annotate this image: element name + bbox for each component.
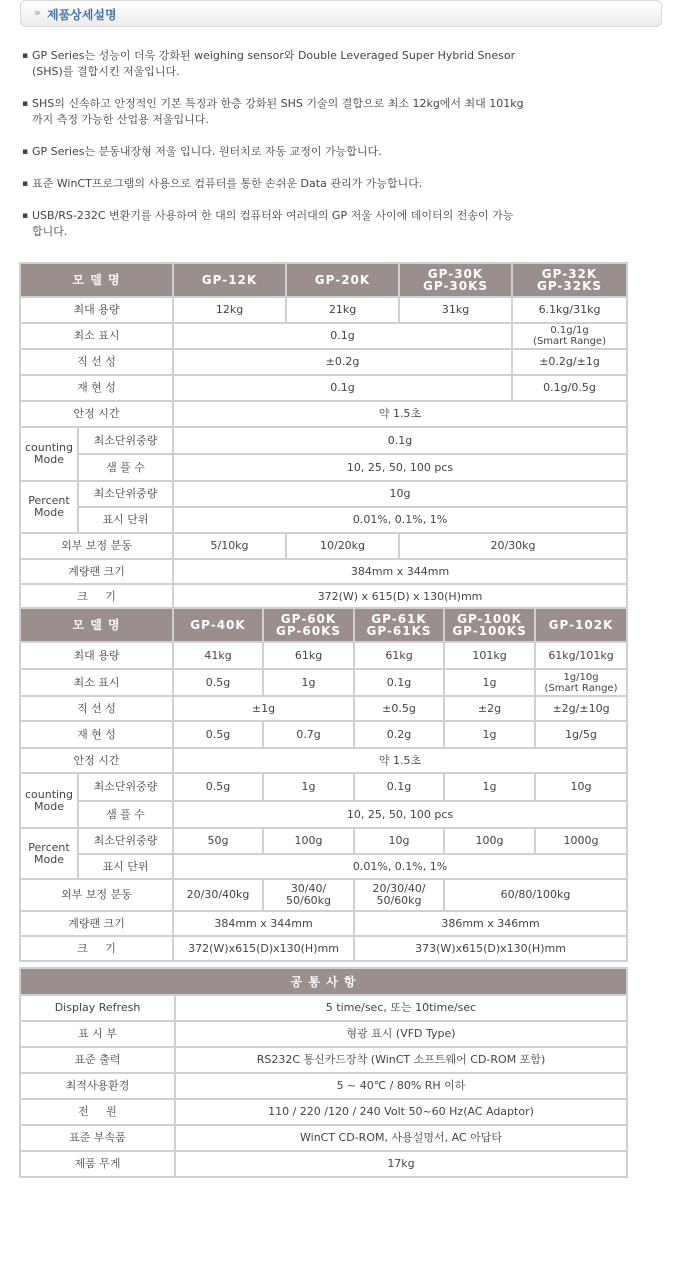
intro-item: ▪ 표준 WinCT프로그램의 사용으로 컴퓨터를 통한 손쉬운 Data 관리가 가능합니다. bbox=[22, 176, 592, 192]
intro-list bbox=[22, 48, 592, 256]
table-cell: 0.1g bbox=[173, 375, 512, 401]
table-cell: 약 1.5초 bbox=[173, 748, 627, 773]
row-label: 직 선 성 bbox=[20, 696, 173, 721]
table-row bbox=[20, 427, 627, 454]
table-cell: 110 / 220 /120 / 240 Volt 50~60 Hz(AC Adaptor) bbox=[175, 1099, 627, 1125]
table-row bbox=[20, 854, 627, 879]
table-cell: ±0.5g bbox=[354, 696, 444, 721]
model-cell: GP-102K bbox=[535, 608, 627, 642]
table-cell: 0.1g bbox=[354, 669, 444, 696]
table-cell: 10, 25, 50, 100 pcs bbox=[173, 454, 627, 481]
row-label: 표 시 부 bbox=[20, 1021, 175, 1047]
row-label: 표준 출력 bbox=[20, 1047, 175, 1073]
table-cell: 20/30kg bbox=[399, 533, 627, 559]
row-label: 계량팬 크기 bbox=[20, 559, 173, 584]
table-row bbox=[20, 349, 627, 375]
table-cell: WinCT CD-ROM, 사용설명서, AC 아답타 bbox=[175, 1125, 627, 1151]
model-header: 모 델 명 bbox=[20, 263, 173, 297]
intro-item: ▪ SHS의 신속하고 안정적인 기본 특징과 한층 강화된 SHS 기술의 결합으로 최소 12kg에서 최대 101kg 까지 측정 가능한 산업용 저울입니다. bbox=[22, 96, 592, 128]
row-label: 크 기 bbox=[20, 584, 173, 609]
table-cell: 60/80/100kg bbox=[444, 879, 627, 911]
row-label: 재 현 성 bbox=[20, 375, 173, 401]
row-label: 안정 시간 bbox=[20, 748, 173, 773]
model-cell: GP-100K GP-100KS bbox=[444, 608, 535, 642]
table-cell: 61kg bbox=[263, 642, 354, 669]
table-row bbox=[20, 911, 627, 936]
table-row bbox=[20, 968, 627, 995]
table-row bbox=[20, 323, 627, 349]
row-label: 표시 단위 bbox=[78, 507, 173, 533]
table-row bbox=[20, 297, 627, 323]
row-label: 외부 보정 분동 bbox=[20, 879, 173, 911]
model-cell: GP-12K bbox=[173, 263, 286, 297]
row-label: 외부 보정 분동 bbox=[20, 533, 173, 559]
common-header: 공 통 사 항 bbox=[20, 968, 627, 995]
table-cell: 101kg bbox=[444, 642, 535, 669]
table-cell: 1000g bbox=[535, 828, 627, 854]
row-label: 샘 플 수 bbox=[78, 454, 173, 481]
table-cell: ±2g bbox=[444, 696, 535, 721]
model-cell: GP-40K bbox=[173, 608, 263, 642]
table-row bbox=[20, 1047, 627, 1073]
row-label: Percent Mode bbox=[20, 481, 78, 533]
table-cell: 12kg bbox=[173, 297, 286, 323]
table-cell: 5/10kg bbox=[173, 533, 286, 559]
table-cell: 1g bbox=[444, 669, 535, 696]
table-cell: 0.1g/1g (Smart Range) bbox=[512, 323, 627, 349]
table-cell: 1g bbox=[263, 773, 354, 801]
spec-table-1 bbox=[19, 262, 628, 610]
table-cell: ±0.2g/±1g bbox=[512, 349, 627, 375]
table-cell: 100g bbox=[263, 828, 354, 854]
table-cell: 31kg bbox=[399, 297, 512, 323]
table-cell: 1g bbox=[444, 721, 535, 748]
table-cell: ±2g/±10g bbox=[535, 696, 627, 721]
table-cell: 10g bbox=[173, 481, 627, 507]
table-cell: 10g bbox=[535, 773, 627, 801]
table-cell: 0.01%, 0.1%, 1% bbox=[173, 507, 627, 533]
table-cell: 10/20kg bbox=[286, 533, 399, 559]
table-row bbox=[20, 1021, 627, 1047]
table-cell: 21kg bbox=[286, 297, 399, 323]
table-cell: 373(W)x615(D)x130(H)mm bbox=[354, 936, 627, 961]
table-cell: 0.01%, 0.1%, 1% bbox=[173, 854, 627, 879]
table-cell: 100g bbox=[444, 828, 535, 854]
table-cell: 0.1g/0.5g bbox=[512, 375, 627, 401]
table-row bbox=[20, 375, 627, 401]
table-cell: 1g bbox=[263, 669, 354, 696]
row-label: 최소 표시 bbox=[20, 323, 173, 349]
row-label: 최적사용환경 bbox=[20, 1073, 175, 1099]
spec-table-2 bbox=[19, 607, 628, 962]
row-label: 직 선 성 bbox=[20, 349, 173, 375]
row-label: 재 현 성 bbox=[20, 721, 173, 748]
row-label: 계량팬 크기 bbox=[20, 911, 173, 936]
row-label: 최대 용량 bbox=[20, 642, 173, 669]
table-row bbox=[20, 669, 627, 696]
table-row bbox=[20, 936, 627, 961]
table-cell: 형광 표시 (VFD Type) bbox=[175, 1021, 627, 1047]
row-label: 최소단위중량 bbox=[78, 773, 173, 801]
table-row bbox=[20, 559, 627, 584]
table-row bbox=[20, 696, 627, 721]
row-label: Percent Mode bbox=[20, 828, 78, 879]
table-cell: 386mm x 346mm bbox=[354, 911, 627, 936]
table-cell: ±1g bbox=[173, 696, 354, 721]
row-label: 최소단위중량 bbox=[78, 828, 173, 854]
row-label: 전 원 bbox=[20, 1099, 175, 1125]
table-cell: 0.1g bbox=[354, 773, 444, 801]
row-label: 제품 무게 bbox=[20, 1151, 175, 1177]
table-row bbox=[20, 507, 627, 533]
table-cell: 10, 25, 50, 100 pcs bbox=[173, 801, 627, 828]
table-cell: 50g bbox=[173, 828, 263, 854]
table-row bbox=[20, 995, 627, 1021]
table-cell: 6.1kg/31kg bbox=[512, 297, 627, 323]
table-cell: 0.5g bbox=[173, 669, 263, 696]
section-title: 제품상세설명 bbox=[47, 8, 117, 22]
row-label: 최소단위중량 bbox=[78, 481, 173, 507]
table-cell: 30/40/ 50/60kg bbox=[263, 879, 354, 911]
table-row bbox=[20, 533, 627, 559]
model-header: 모 델 명 bbox=[20, 608, 173, 642]
table-cell: 17kg bbox=[175, 1151, 627, 1177]
row-label: 샘 플 수 bbox=[78, 801, 173, 828]
table-cell: 0.5g bbox=[173, 773, 263, 801]
intro-item: ▪ GP Series는 분동내장형 저울 입니다. 원터치로 자동 교정이 가능합니다. bbox=[22, 144, 592, 160]
table-cell: 20/30/40kg bbox=[173, 879, 263, 911]
intro-item: ▪ GP Series는 성능이 더욱 강화된 weighing sensor와 Double Leveraged Super Hybrid Snesor (SHS)를 결합시킨 저울입니다. bbox=[22, 48, 592, 80]
table-row bbox=[20, 1073, 627, 1099]
table-cell: 0.2g bbox=[354, 721, 444, 748]
table-cell: 0.7g bbox=[263, 721, 354, 748]
model-cell: GP-20K bbox=[286, 263, 399, 297]
intro-item: ▪ USB/RS-232C 변환기를 사용하여 한 대의 컴퓨터와 여러대의 GP 저울 사이에 데이터의 전송이 가능 합니다. bbox=[22, 208, 592, 240]
chevron-right-icon: » bbox=[34, 6, 41, 19]
table-cell: 약 1.5초 bbox=[173, 401, 627, 427]
table-cell: 1g/10g (Smart Range) bbox=[535, 669, 627, 696]
model-cell: GP-32K GP-32KS bbox=[512, 263, 627, 297]
table-cell: 5 ~ 40℃ / 80% RH 이하 bbox=[175, 1073, 627, 1099]
table-row bbox=[20, 401, 627, 427]
table-cell: 1g/5g bbox=[535, 721, 627, 748]
table-cell: ±0.2g bbox=[173, 349, 512, 375]
table-row bbox=[20, 481, 627, 507]
table-row bbox=[20, 748, 627, 773]
table-cell: 1g bbox=[444, 773, 535, 801]
row-label: counting Mode bbox=[20, 773, 78, 828]
table-row bbox=[20, 828, 627, 854]
table-cell: RS232C 통신카드장착 (WinCT 소프트웨어 CD-ROM 포함) bbox=[175, 1047, 627, 1073]
table-cell: 0.1g bbox=[173, 427, 627, 454]
table-row bbox=[20, 454, 627, 481]
table-cell: 5 time/sec, 또는 10time/sec bbox=[175, 995, 627, 1021]
table-cell: 0.1g bbox=[173, 323, 512, 349]
section-header bbox=[20, 0, 662, 27]
row-label: 표시 단위 bbox=[78, 854, 173, 879]
table-cell: 20/30/40/ 50/60kg bbox=[354, 879, 444, 911]
table-row bbox=[20, 721, 627, 748]
table-cell: 61kg bbox=[354, 642, 444, 669]
table-row bbox=[20, 773, 627, 801]
row-label: counting Mode bbox=[20, 427, 78, 481]
row-label: 표준 부속품 bbox=[20, 1125, 175, 1151]
table-row bbox=[20, 642, 627, 669]
common-table bbox=[19, 967, 628, 1178]
table-cell: 10g bbox=[354, 828, 444, 854]
table-row bbox=[20, 1151, 627, 1177]
table-row bbox=[20, 1099, 627, 1125]
table-row bbox=[20, 584, 627, 609]
table-cell: 384mm x 344mm bbox=[173, 559, 627, 584]
model-cell: GP-61K GP-61KS bbox=[354, 608, 444, 642]
row-label: 안정 시간 bbox=[20, 401, 173, 427]
table-cell: 384mm x 344mm bbox=[173, 911, 354, 936]
table-cell: 372(W) x 615(D) x 130(H)mm bbox=[173, 584, 627, 609]
table-row bbox=[20, 879, 627, 911]
model-cell: GP-30K GP-30KS bbox=[399, 263, 512, 297]
row-label: 최대 용량 bbox=[20, 297, 173, 323]
model-cell: GP-60K GP-60KS bbox=[263, 608, 354, 642]
table-row bbox=[20, 263, 627, 297]
table-row bbox=[20, 801, 627, 828]
row-label: Display Refresh bbox=[20, 995, 175, 1021]
table-row bbox=[20, 608, 627, 642]
table-cell: 372(W)x615(D)x130(H)mm bbox=[173, 936, 354, 961]
table-cell: 0.5g bbox=[173, 721, 263, 748]
row-label: 최소단위중량 bbox=[78, 427, 173, 454]
row-label: 크 기 bbox=[20, 936, 173, 961]
table-row bbox=[20, 1125, 627, 1151]
table-cell: 61kg/101kg bbox=[535, 642, 627, 669]
table-cell: 41kg bbox=[173, 642, 263, 669]
row-label: 최소 표시 bbox=[20, 669, 173, 696]
